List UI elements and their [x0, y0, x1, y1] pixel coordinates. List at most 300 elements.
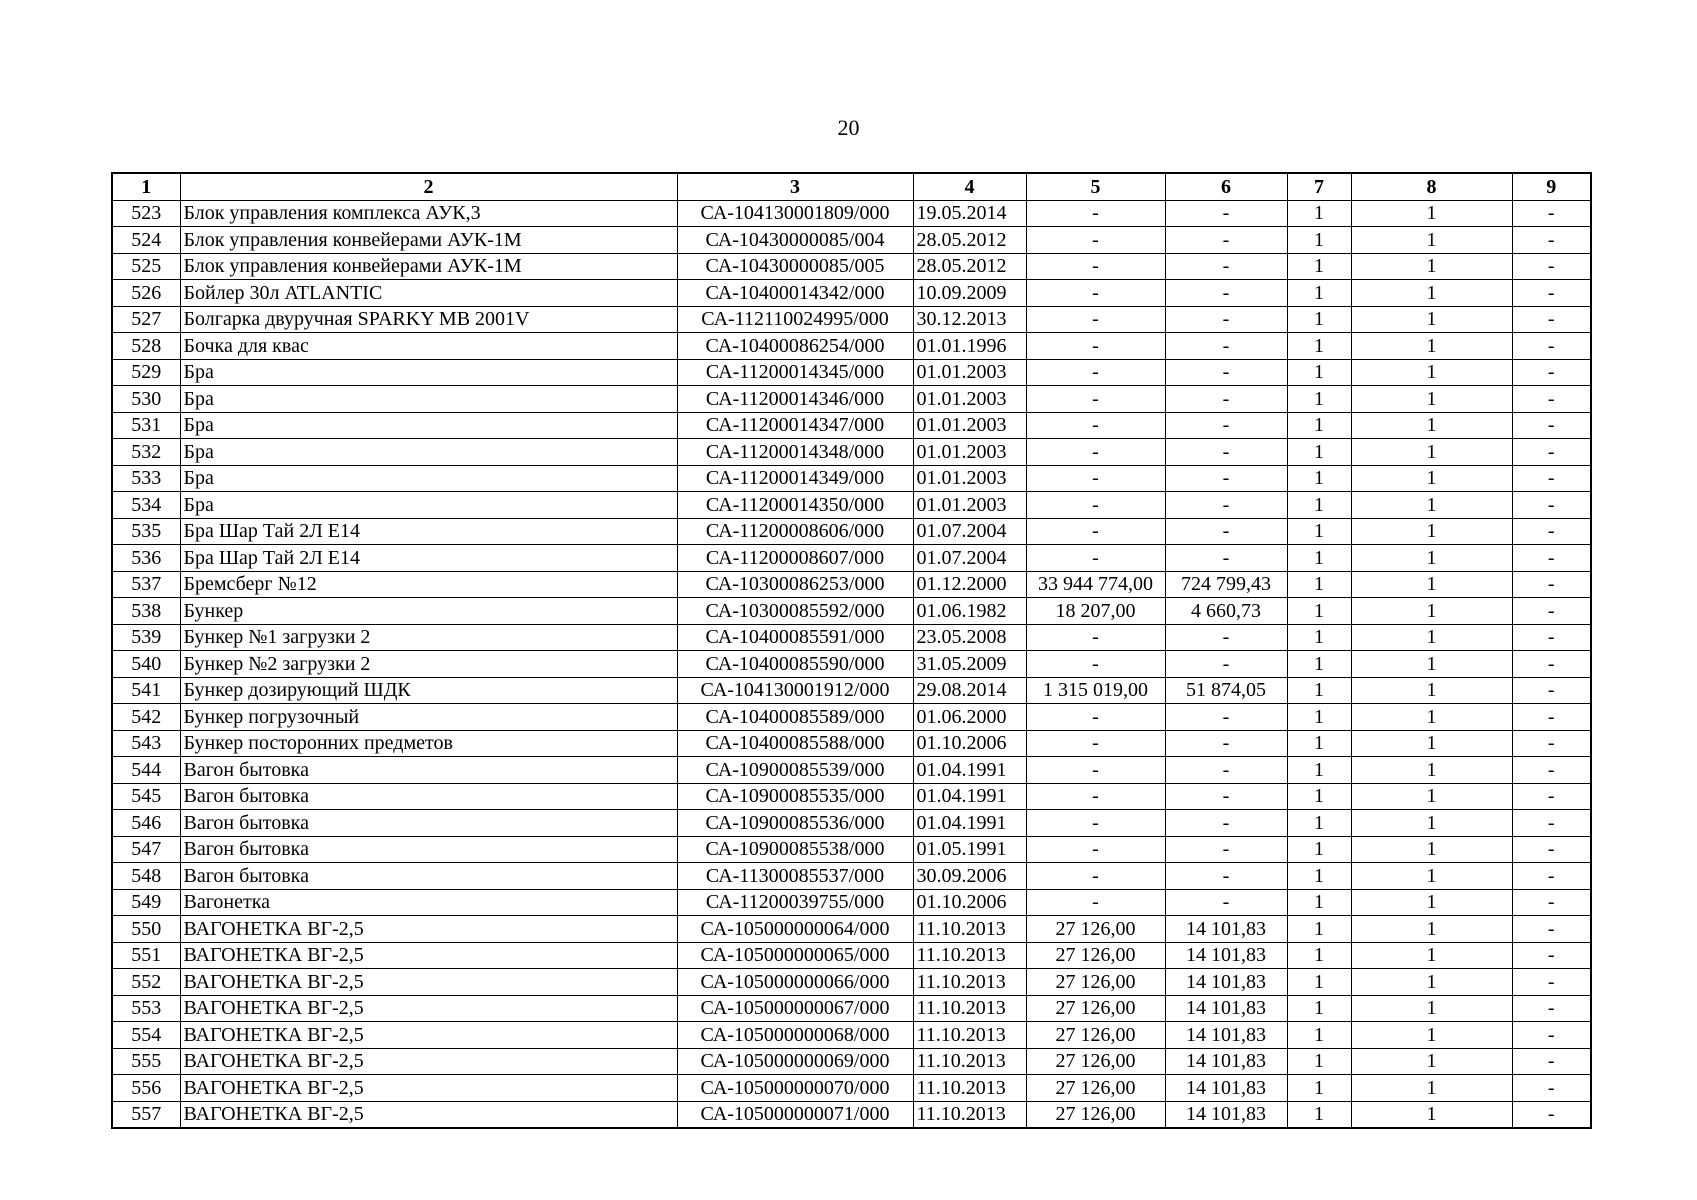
value-col6-cell: - — [1165, 863, 1287, 890]
value-col5-cell: - — [1026, 359, 1165, 386]
date-cell: 01.07.2004 — [913, 518, 1026, 545]
column-header: 6 — [1165, 173, 1287, 200]
value-col5-cell: - — [1026, 545, 1165, 572]
table-row — [112, 1048, 1591, 1075]
date-cell: 01.10.2006 — [913, 889, 1026, 916]
table-body — [112, 200, 1591, 1128]
value-col7-cell: 1 — [1287, 439, 1351, 466]
row-number-cell: 555 — [112, 1048, 180, 1075]
date-cell: 01.01.2003 — [913, 386, 1026, 413]
column-header: 2 — [180, 173, 677, 200]
date-cell: 01.01.2003 — [913, 412, 1026, 439]
date-cell: 30.12.2013 — [913, 306, 1026, 333]
inventory-code-cell: СА-105000000066/000 — [677, 969, 913, 996]
table-row — [112, 598, 1591, 625]
inventory-code-cell: СА-10900085539/000 — [677, 757, 913, 784]
date-cell: 01.01.2003 — [913, 492, 1026, 519]
date-cell: 01.05.1991 — [913, 836, 1026, 863]
inventory-code-cell: СА-11200039755/000 — [677, 889, 913, 916]
inventory-code-cell: СА-11200014347/000 — [677, 412, 913, 439]
row-number-cell: 550 — [112, 916, 180, 943]
value-col7-cell: 1 — [1287, 227, 1351, 254]
row-number-cell: 523 — [112, 200, 180, 227]
item-name-cell: Бункер — [180, 598, 677, 625]
value-col5-cell: 33 944 774,00 — [1026, 571, 1165, 598]
row-number-cell: 549 — [112, 889, 180, 916]
row-number-cell: 538 — [112, 598, 180, 625]
date-cell: 11.10.2013 — [913, 916, 1026, 943]
value-col7-cell: 1 — [1287, 863, 1351, 890]
value-col7-cell: 1 — [1287, 412, 1351, 439]
value-col9-cell: - — [1512, 995, 1591, 1022]
value-col8-cell: 1 — [1351, 969, 1512, 996]
value-col6-cell: - — [1165, 306, 1287, 333]
table-row — [112, 1101, 1591, 1128]
date-cell: 01.04.1991 — [913, 757, 1026, 784]
inventory-code-cell: СА-10400085589/000 — [677, 704, 913, 731]
value-col8-cell: 1 — [1351, 280, 1512, 307]
table-row — [112, 545, 1591, 572]
inventory-code-cell: СА-105000000064/000 — [677, 916, 913, 943]
value-col6-cell: - — [1165, 810, 1287, 837]
value-col6-cell: 14 101,83 — [1165, 1048, 1287, 1075]
value-col7-cell: 1 — [1287, 492, 1351, 519]
value-col6-cell: - — [1165, 359, 1287, 386]
value-col5-cell: - — [1026, 386, 1165, 413]
inventory-code-cell: СА-10430000085/005 — [677, 253, 913, 280]
value-col8-cell: 1 — [1351, 465, 1512, 492]
item-name-cell: Бра — [180, 359, 677, 386]
value-col9-cell: - — [1512, 969, 1591, 996]
value-col5-cell: - — [1026, 836, 1165, 863]
row-number-cell: 524 — [112, 227, 180, 254]
table-row — [112, 942, 1591, 969]
item-name-cell: Бункер дозирующий ШДК — [180, 677, 677, 704]
value-col5-cell: - — [1026, 200, 1165, 227]
item-name-cell: Бочка для квас — [180, 333, 677, 360]
item-name-cell: Бункер посторонних предметов — [180, 730, 677, 757]
table-row — [112, 412, 1591, 439]
inventory-code-cell: СА-10300085592/000 — [677, 598, 913, 625]
value-col7-cell: 1 — [1287, 1101, 1351, 1128]
date-cell: 11.10.2013 — [913, 995, 1026, 1022]
date-cell: 28.05.2012 — [913, 227, 1026, 254]
value-col8-cell: 1 — [1351, 253, 1512, 280]
value-col5-cell: - — [1026, 757, 1165, 784]
value-col8-cell: 1 — [1351, 333, 1512, 360]
value-col7-cell: 1 — [1287, 280, 1351, 307]
value-col8-cell: 1 — [1351, 651, 1512, 678]
table-row — [112, 227, 1591, 254]
value-col9-cell: - — [1512, 1048, 1591, 1075]
row-number-cell: 543 — [112, 730, 180, 757]
value-col6-cell: - — [1165, 757, 1287, 784]
value-col8-cell: 1 — [1351, 412, 1512, 439]
inventory-code-cell: СА-11200014346/000 — [677, 386, 913, 413]
row-number-cell: 542 — [112, 704, 180, 731]
inventory-code-cell: СА-11200008607/000 — [677, 545, 913, 572]
inventory-code-cell: СА-10400085588/000 — [677, 730, 913, 757]
item-name-cell: Болгарка двуручная SPARKY MB 2001V — [180, 306, 677, 333]
row-number-cell: 528 — [112, 333, 180, 360]
value-col8-cell: 1 — [1351, 624, 1512, 651]
value-col9-cell: - — [1512, 465, 1591, 492]
value-col6-cell: - — [1165, 386, 1287, 413]
value-col5-cell: - — [1026, 730, 1165, 757]
inventory-code-cell: СА-11200014350/000 — [677, 492, 913, 519]
value-col7-cell: 1 — [1287, 836, 1351, 863]
date-cell: 01.01.2003 — [913, 465, 1026, 492]
value-col5-cell: 27 126,00 — [1026, 1022, 1165, 1049]
column-header: 7 — [1287, 173, 1351, 200]
row-number-cell: 527 — [112, 306, 180, 333]
value-col9-cell: - — [1512, 677, 1591, 704]
row-number-cell: 545 — [112, 783, 180, 810]
value-col7-cell: 1 — [1287, 1022, 1351, 1049]
value-col7-cell: 1 — [1287, 942, 1351, 969]
table-row — [112, 651, 1591, 678]
value-col5-cell: 27 126,00 — [1026, 916, 1165, 943]
inventory-code-cell: СА-10900085538/000 — [677, 836, 913, 863]
date-cell: 01.06.1982 — [913, 598, 1026, 625]
value-col9-cell: - — [1512, 386, 1591, 413]
row-number-cell: 539 — [112, 624, 180, 651]
value-col6-cell: - — [1165, 200, 1287, 227]
table-row — [112, 465, 1591, 492]
item-name-cell: Бра — [180, 412, 677, 439]
date-cell: 01.04.1991 — [913, 783, 1026, 810]
table-row — [112, 386, 1591, 413]
date-cell: 11.10.2013 — [913, 1022, 1026, 1049]
value-col5-cell: 18 207,00 — [1026, 598, 1165, 625]
inventory-code-cell: СА-10400086254/000 — [677, 333, 913, 360]
date-cell: 11.10.2013 — [913, 1075, 1026, 1102]
row-number-cell: 544 — [112, 757, 180, 784]
inventory-code-cell: СА-105000000069/000 — [677, 1048, 913, 1075]
value-col8-cell: 1 — [1351, 359, 1512, 386]
table-row — [112, 810, 1591, 837]
value-col9-cell: - — [1512, 518, 1591, 545]
value-col9-cell: - — [1512, 333, 1591, 360]
value-col5-cell: - — [1026, 306, 1165, 333]
value-col8-cell: 1 — [1351, 836, 1512, 863]
item-name-cell: Вагон бытовка — [180, 810, 677, 837]
table-row — [112, 280, 1591, 307]
table-row — [112, 333, 1591, 360]
item-name-cell: Вагон бытовка — [180, 836, 677, 863]
table-row — [112, 730, 1591, 757]
value-col7-cell: 1 — [1287, 783, 1351, 810]
row-number-cell: 526 — [112, 280, 180, 307]
date-cell: 01.06.2000 — [913, 704, 1026, 731]
row-number-cell: 551 — [112, 942, 180, 969]
value-col7-cell: 1 — [1287, 916, 1351, 943]
value-col5-cell: - — [1026, 624, 1165, 651]
value-col5-cell: - — [1026, 889, 1165, 916]
value-col8-cell: 1 — [1351, 995, 1512, 1022]
table-row — [112, 863, 1591, 890]
value-col9-cell: - — [1512, 704, 1591, 731]
value-col6-cell: - — [1165, 253, 1287, 280]
value-col9-cell: - — [1512, 545, 1591, 572]
value-col6-cell: - — [1165, 280, 1287, 307]
value-col6-cell: - — [1165, 783, 1287, 810]
value-col5-cell: 27 126,00 — [1026, 995, 1165, 1022]
date-cell: 01.01.2003 — [913, 439, 1026, 466]
value-col8-cell: 1 — [1351, 439, 1512, 466]
row-number-cell: 534 — [112, 492, 180, 519]
row-number-cell: 554 — [112, 1022, 180, 1049]
value-col6-cell: - — [1165, 465, 1287, 492]
date-cell: 29.08.2014 — [913, 677, 1026, 704]
value-col9-cell: - — [1512, 1075, 1591, 1102]
value-col8-cell: 1 — [1351, 227, 1512, 254]
table-row — [112, 1022, 1591, 1049]
value-col7-cell: 1 — [1287, 1048, 1351, 1075]
value-col5-cell: 27 126,00 — [1026, 969, 1165, 996]
item-name-cell: Вагон бытовка — [180, 757, 677, 784]
value-col7-cell: 1 — [1287, 1075, 1351, 1102]
value-col8-cell: 1 — [1351, 598, 1512, 625]
value-col7-cell: 1 — [1287, 253, 1351, 280]
value-col7-cell: 1 — [1287, 571, 1351, 598]
value-col9-cell: - — [1512, 757, 1591, 784]
value-col7-cell: 1 — [1287, 624, 1351, 651]
value-col7-cell: 1 — [1287, 969, 1351, 996]
value-col6-cell: 4 660,73 — [1165, 598, 1287, 625]
table-row — [112, 492, 1591, 519]
value-col8-cell: 1 — [1351, 1075, 1512, 1102]
value-col5-cell: 1 315 019,00 — [1026, 677, 1165, 704]
table-row — [112, 306, 1591, 333]
value-col6-cell: - — [1165, 545, 1287, 572]
item-name-cell: ВАГОНЕТКА ВГ-2,5 — [180, 1075, 677, 1102]
inventory-code-cell: СА-10400014342/000 — [677, 280, 913, 307]
item-name-cell: Вагонетка — [180, 889, 677, 916]
header-row — [112, 173, 1591, 200]
item-name-cell: Бункер №1 загрузки 2 — [180, 624, 677, 651]
table-row — [112, 253, 1591, 280]
table-row — [112, 916, 1591, 943]
inventory-code-cell: СА-10400085590/000 — [677, 651, 913, 678]
value-col7-cell: 1 — [1287, 677, 1351, 704]
item-name-cell: ВАГОНЕТКА ВГ-2,5 — [180, 1022, 677, 1049]
table-row — [112, 439, 1591, 466]
value-col6-cell: 14 101,83 — [1165, 1075, 1287, 1102]
date-cell: 01.07.2004 — [913, 545, 1026, 572]
value-col7-cell: 1 — [1287, 757, 1351, 784]
value-col9-cell: - — [1512, 571, 1591, 598]
item-name-cell: ВАГОНЕТКА ВГ-2,5 — [180, 1048, 677, 1075]
value-col9-cell: - — [1512, 836, 1591, 863]
item-name-cell: Бра — [180, 465, 677, 492]
item-name-cell: Блок управления комплекса АУК,3 — [180, 200, 677, 227]
inventory-code-cell: СА-11300085537/000 — [677, 863, 913, 890]
row-number-cell: 535 — [112, 518, 180, 545]
row-number-cell: 548 — [112, 863, 180, 890]
value-col6-cell: 14 101,83 — [1165, 1101, 1287, 1128]
value-col7-cell: 1 — [1287, 306, 1351, 333]
date-cell: 01.12.2000 — [913, 571, 1026, 598]
date-cell: 31.05.2009 — [913, 651, 1026, 678]
item-name-cell: Бра — [180, 439, 677, 466]
inventory-code-cell: СА-10900085535/000 — [677, 783, 913, 810]
value-col7-cell: 1 — [1287, 810, 1351, 837]
inventory-code-cell: СА-105000000068/000 — [677, 1022, 913, 1049]
row-number-cell: 532 — [112, 439, 180, 466]
value-col5-cell: - — [1026, 412, 1165, 439]
table-row — [112, 704, 1591, 731]
column-header: 4 — [913, 173, 1026, 200]
row-number-cell: 536 — [112, 545, 180, 572]
item-name-cell: Бункер №2 загрузки 2 — [180, 651, 677, 678]
page-number: 20 — [837, 115, 860, 140]
inventory-code-cell: СА-104130001912/000 — [677, 677, 913, 704]
value-col5-cell: - — [1026, 280, 1165, 307]
row-number-cell: 552 — [112, 969, 180, 996]
value-col8-cell: 1 — [1351, 492, 1512, 519]
date-cell: 11.10.2013 — [913, 969, 1026, 996]
value-col5-cell: 27 126,00 — [1026, 942, 1165, 969]
value-col9-cell: - — [1512, 730, 1591, 757]
row-number-cell: 537 — [112, 571, 180, 598]
value-col6-cell: - — [1165, 333, 1287, 360]
date-cell: 11.10.2013 — [913, 942, 1026, 969]
value-col5-cell: - — [1026, 810, 1165, 837]
inventory-code-cell: СА-11200014348/000 — [677, 439, 913, 466]
row-number-cell: 556 — [112, 1075, 180, 1102]
item-name-cell: Бункер погрузочный — [180, 704, 677, 731]
column-header: 3 — [677, 173, 913, 200]
value-col8-cell: 1 — [1351, 757, 1512, 784]
value-col5-cell: - — [1026, 465, 1165, 492]
item-name-cell: Бремсберг №12 — [180, 571, 677, 598]
value-col8-cell: 1 — [1351, 306, 1512, 333]
date-cell: 01.01.2003 — [913, 359, 1026, 386]
table-row — [112, 677, 1591, 704]
inventory-code-cell: СА-10430000085/004 — [677, 227, 913, 254]
table-row — [112, 836, 1591, 863]
row-number-cell: 547 — [112, 836, 180, 863]
table-row — [112, 518, 1591, 545]
value-col6-cell: - — [1165, 227, 1287, 254]
value-col6-cell: - — [1165, 439, 1287, 466]
date-cell: 01.10.2006 — [913, 730, 1026, 757]
inventory-code-cell: СА-105000000067/000 — [677, 995, 913, 1022]
item-name-cell: Бра Шар Тай 2Л Е14 — [180, 545, 677, 572]
table-row — [112, 1075, 1591, 1102]
value-col5-cell: - — [1026, 227, 1165, 254]
value-col8-cell: 1 — [1351, 889, 1512, 916]
item-name-cell: Блок управления конвейерами АУК-1М — [180, 227, 677, 254]
column-header: 1 — [112, 173, 180, 200]
value-col5-cell: - — [1026, 439, 1165, 466]
value-col9-cell: - — [1512, 598, 1591, 625]
item-name-cell: ВАГОНЕТКА ВГ-2,5 — [180, 916, 677, 943]
date-cell: 01.04.1991 — [913, 810, 1026, 837]
value-col6-cell: 14 101,83 — [1165, 1022, 1287, 1049]
value-col8-cell: 1 — [1351, 200, 1512, 227]
value-col9-cell: - — [1512, 916, 1591, 943]
item-name-cell: Бойлер 30л ATLANTIC — [180, 280, 677, 307]
value-col6-cell: - — [1165, 730, 1287, 757]
item-name-cell: ВАГОНЕТКА ВГ-2,5 — [180, 1101, 677, 1128]
item-name-cell: Бра — [180, 386, 677, 413]
date-cell: 28.05.2012 — [913, 253, 1026, 280]
value-col5-cell: 27 126,00 — [1026, 1101, 1165, 1128]
value-col5-cell: - — [1026, 704, 1165, 731]
value-col9-cell: - — [1512, 863, 1591, 890]
value-col6-cell: 51 874,05 — [1165, 677, 1287, 704]
value-col8-cell: 1 — [1351, 386, 1512, 413]
inventory-code-cell: СА-112110024995/000 — [677, 306, 913, 333]
value-col7-cell: 1 — [1287, 359, 1351, 386]
value-col8-cell: 1 — [1351, 571, 1512, 598]
row-number-cell: 525 — [112, 253, 180, 280]
value-col8-cell: 1 — [1351, 730, 1512, 757]
item-name-cell: Бра Шар Тай 2Л Е14 — [180, 518, 677, 545]
value-col9-cell: - — [1512, 359, 1591, 386]
value-col8-cell: 1 — [1351, 518, 1512, 545]
item-name-cell: Бра — [180, 492, 677, 519]
value-col7-cell: 1 — [1287, 730, 1351, 757]
value-col7-cell: 1 — [1287, 995, 1351, 1022]
item-name-cell: Вагон бытовка — [180, 783, 677, 810]
value-col8-cell: 1 — [1351, 677, 1512, 704]
value-col5-cell: 27 126,00 — [1026, 1075, 1165, 1102]
inventory-code-cell: СА-105000000070/000 — [677, 1075, 913, 1102]
value-col6-cell: - — [1165, 492, 1287, 519]
date-cell: 11.10.2013 — [913, 1101, 1026, 1128]
value-col5-cell: 27 126,00 — [1026, 1048, 1165, 1075]
value-col5-cell: - — [1026, 253, 1165, 280]
value-col9-cell: - — [1512, 227, 1591, 254]
row-number-cell: 557 — [112, 1101, 180, 1128]
value-col7-cell: 1 — [1287, 518, 1351, 545]
date-cell: 11.10.2013 — [913, 1048, 1026, 1075]
table-row — [112, 969, 1591, 996]
value-col9-cell: - — [1512, 624, 1591, 651]
value-col6-cell: - — [1165, 836, 1287, 863]
value-col8-cell: 1 — [1351, 783, 1512, 810]
inventory-code-cell: СА-105000000071/000 — [677, 1101, 913, 1128]
item-name-cell: Вагон бытовка — [180, 863, 677, 890]
date-cell: 19.05.2014 — [913, 200, 1026, 227]
date-cell: 01.01.1996 — [913, 333, 1026, 360]
value-col5-cell: - — [1026, 518, 1165, 545]
item-name-cell: ВАГОНЕТКА ВГ-2,5 — [180, 995, 677, 1022]
value-col9-cell: - — [1512, 306, 1591, 333]
value-col9-cell: - — [1512, 439, 1591, 466]
column-header: 8 — [1351, 173, 1512, 200]
value-col6-cell: 724 799,43 — [1165, 571, 1287, 598]
inventory-table — [111, 172, 1592, 1129]
row-number-cell: 529 — [112, 359, 180, 386]
value-col6-cell: - — [1165, 412, 1287, 439]
value-col6-cell: - — [1165, 624, 1287, 651]
value-col6-cell: - — [1165, 518, 1287, 545]
value-col6-cell: - — [1165, 651, 1287, 678]
value-col9-cell: - — [1512, 889, 1591, 916]
value-col7-cell: 1 — [1287, 386, 1351, 413]
value-col8-cell: 1 — [1351, 916, 1512, 943]
value-col6-cell: 14 101,83 — [1165, 916, 1287, 943]
table-row — [112, 995, 1591, 1022]
row-number-cell: 546 — [112, 810, 180, 837]
table-row — [112, 757, 1591, 784]
value-col7-cell: 1 — [1287, 545, 1351, 572]
value-col7-cell: 1 — [1287, 889, 1351, 916]
